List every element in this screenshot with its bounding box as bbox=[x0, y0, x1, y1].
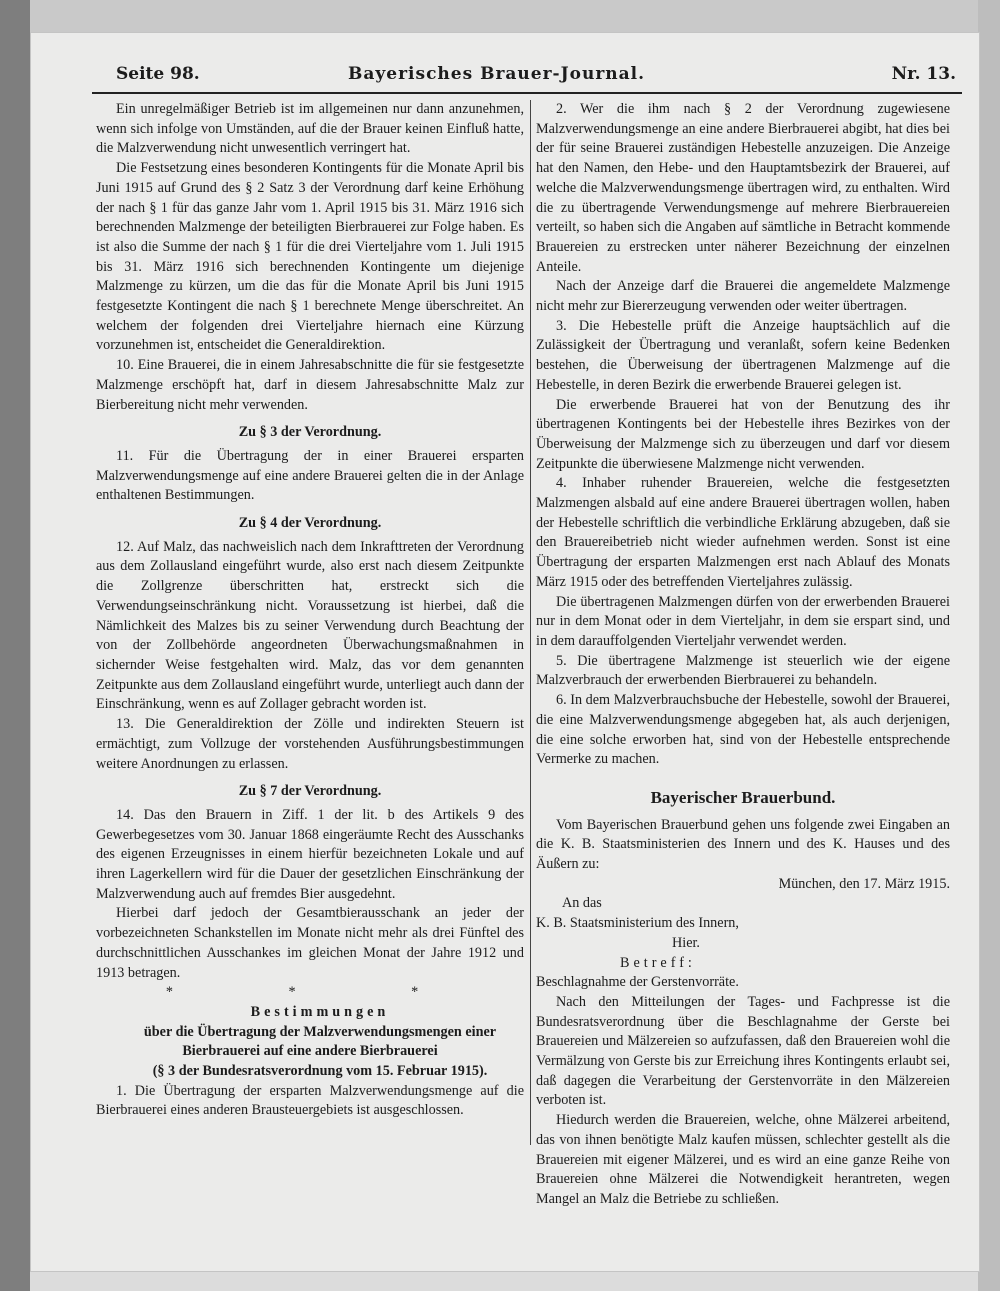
bestimmungen-reference: (§ 3 der Bundesratsverordnung vom 15. Februar 1915). bbox=[152, 1063, 488, 1080]
bestimmungen-title: Bestimmungen bbox=[250, 1003, 390, 1020]
paragraph: Nach den Mitteilungen der Tages- und Fachpresse ist die Bundesratsverordnung über die Beschlagnahme der Gerste bei Brauereien und Mälzereien so aufzufassen, daß den Brauereien wohl die Vermälzung von Gerste bis zur Erreichung ihres Kontingents erlaubt sei, daß dagegen die Verarbeitung der Gerstenvorräte in den Mälzereien verboten ist. bbox=[536, 993, 950, 1109]
scan-border-right bbox=[978, 0, 1000, 1291]
paragraph: 14. Das den Brauern in Ziff. 1 der lit. b des Artikels 9 des Gewerbegesetzes vom 30. Januar 1868 eingeräumte Recht des Ausschanks des eigenen Erzeugnisses in einem hierfür bezeichneten Lokale und auf ihren Lagerkellern wird für die Dauer der gesetzlichen Einschränkung der Malzverwendung auch auf fremdes Bier ausgedehnt. bbox=[96, 806, 524, 902]
journal-title: Bayerisches Brauer-Journal. bbox=[348, 64, 646, 84]
address-line: K. B. Staatsministerium des Innern, bbox=[536, 915, 739, 932]
address-line: Hier. bbox=[672, 934, 700, 951]
paragraph: 6. In dem Malzverbrauchsbuche der Hebestelle, sowohl der Brauerei, die eine Malzverwendungsmenge abgegeben hat, als auch derjenigen, die eine solche erworben hat, sind von der Hebestelle entsprechende Vermerke zu machen. bbox=[536, 692, 950, 768]
bestimmungen-subtitle: über die Übertragung der Malzverwendungsmengen einer Bierbrauerei auf eine andere Bierbrauerei bbox=[143, 1023, 497, 1060]
paragraph: 1. Die Übertragung der ersparten Malzverwendungsmenge auf die Bierbrauerei eines anderen Brausteuergebiets ist ausgeschlossen. bbox=[96, 1082, 524, 1119]
left-column bbox=[96, 100, 524, 1121]
paragraph: 4. Inhaber ruhender Brauereien, welche die festgesetzten Malzmengen alsbald auf eine andere Brauerei übertragen wollen, haben der Hebestelle schriftlich die verbindliche Erklärung abzugeben, daß sie den Brauereibetrieb nicht wieder aufnehmen werden. Sonst ist eine Übertragung der ersparten Malzmengen erst nach Ablauf des Monats März 1915 oder des betreffenden Vierteljahres zulässig. bbox=[536, 475, 950, 590]
subject-text: Beschlagnahme der Gerstenvorräte. bbox=[536, 974, 739, 991]
right-column bbox=[536, 100, 950, 1210]
issue-number: Nr. 13. bbox=[891, 64, 956, 84]
paragraph: Hiedurch werden die Brauereien, welche, ohne Mälzerei arbeitend, das von ihnen benötigte Malz kaufen müssen, schlechter gestellt als die Brauereien mit eigener Mälzerei, und es wird an eine ganze Reihe von Brauereien ohne Mälzerei die Notwendigkeit herantreten, wegen Mangel an Malz die Betriebe zu schließen. bbox=[536, 1112, 950, 1207]
scan-border-top bbox=[0, 0, 1000, 32]
section-heading: Zu § 4 der Verordnung. bbox=[238, 515, 382, 532]
paragraph: Die Festsetzung eines besonderen Kontingents für die Monate April bis Juni 1915 auf Grund des § 2 Satz 3 der Verordnung darf keine Erhöhung der nach § 1 für das ganze Jahr vom 1. April 1915 bis 31. März 1916 sich berechnenden Malzmenge der beteiligten Bierbrauerei zur Folge haben. Es ist also die Summe der nach § 1 für die drei Vierteljahre vom 1. Juli 1915 bis 31. März 1916 sich berechnenden Kontingente um diejenige Malzmenge zu kürzen, um die das für die Monate April bis Juni 1915 festgesetzte Kontingent die nach § 1 berechnete Menge überschreitet. An welchem der folgenden drei Vierteljahre hiernach eine Kürzung vorzunehmen ist, entscheidet die Generaldirektion. bbox=[96, 160, 524, 354]
paragraph: 2. Wer die ihm nach § 2 der Verordnung zugewiesene Malzverwendungsmenge an eine andere Bierbrauerei abgibt, hat dies bei der für seine Brauerei zuständigen Hebestelle anzuzeigen. Die Anzeige hat den Namen, den Hebe- und den Hauptamtsbezirk der Brauerei, auf welche die Malzverwendungsmenge übertragen wird, zu enthalten. Wird die zu übertragende Verwendungsmenge auf mehrere Bierbrauereien verteilt, so haben sich die Angaben auf sämtliche in Betracht kommende Brauereien zu erstrecken unter näherer Bezeichnung der einzelnen Anteile. bbox=[536, 101, 950, 275]
paragraph: Ein unregelmäßiger Betrieb ist im allgemeinen nur dann anzunehmen, wenn sich infolge von Umständen, auf die der Brauer keinen Einfluß hatte, die Malzverwendung nicht unwesentlich verringert hat. bbox=[96, 101, 524, 157]
paragraph: Die erwerbende Brauerei hat von der Benutzung des ihr übertragenen Kontingents bei der Hebestelle ihres Bezirkes von der Überweisung der Malzmenge sich zu überzeugen und darf vor diesem Zeitpunkte die überwiesene Malzmenge nicht verwenden. bbox=[536, 396, 950, 472]
paragraph: 3. Die Hebestelle prüft die Anzeige hauptsächlich auf die Zulässigkeit der Übertragung und veranlaßt, sofern keine Bedenken bestehen, die Überweisung der übertragenen Malzmenge auf die Hebestelle, in deren Bezirk die erwerbende Brauerei gelegen ist. bbox=[536, 317, 950, 393]
paragraph: Vom Bayerischen Brauerbund gehen uns folgende zwei Eingaben an die K. B. Staatsministerien des Innern und des K. Hauses und des Äußern zu: bbox=[536, 816, 950, 873]
article-title: Bayerischer Brauerbund. bbox=[650, 787, 836, 807]
subject-label: Betreff: bbox=[620, 954, 696, 971]
paragraph: Nach der Anzeige darf die Brauerei die angemeldete Malzmenge nicht mehr zur Biererzeugung verwenden oder weiter übertragen. bbox=[536, 278, 950, 315]
separator-stars: * * * bbox=[165, 984, 475, 1001]
section-heading: Zu § 7 der Verordnung. bbox=[238, 783, 382, 800]
paragraph: Die übertragenen Malzmengen dürfen von der erwerbenden Brauerei nur in dem Monat oder in dem Vierteljahr, in dem sie erspart sind, und in dem darauffolgenden Vierteljahr verwendet werden. bbox=[536, 593, 950, 649]
page-header bbox=[92, 64, 962, 88]
paragraph: 13. Die Generaldirektion der Zölle und indirekten Steuern ist ermächtigt, zum Vollzuge der vorstehenden Ausführungsbestimmungen weitere Anordnungen zu erlassen. bbox=[96, 716, 524, 772]
paragraph: 12. Auf Malz, das nachweislich nach dem Inkrafttreten der Verordnung aus dem Zollausland eingeführt wurde, also erst nach diesem Zeitpunkte die Zollgrenze überschritten hat, erstreckt sich die Verwendungseinschränkung nicht. Voraussetzung ist hierbei, daß die Nämlichkeit des Malzes bis zu seiner Verwendung durch Beachtung der von der Zollbehörde angeordneten Überwachungsmaßnahmen in sichernder Weise festgehalten wird. Malz, das vor dem genannten Zeitpunkte aus dem Zollausland eingeführt wurde, unterliegt auch dann der Einschränkung, wenn es auf Zollager gebracht worden ist. bbox=[96, 538, 524, 713]
paragraph: 5. Die übertragene Malzmenge ist steuerlich wie der eigene Malzverbrauch der erwerbenden Bierbrauerei zu behandeln. bbox=[536, 652, 950, 689]
header-rule bbox=[92, 92, 962, 94]
paragraph: Hierbei darf jedoch der Gesamtbierausschank an jeder der vorbezeichneten Schankstellen im Monate nicht mehr als drei Fünftel des durchschnittlichen Ausschankes im gleichen Monat der Jahre 1912 und 1913 betragen. bbox=[96, 905, 524, 981]
paragraph: 10. Eine Brauerei, die in einem Jahresabschnitte die für sie festgesetzte Malzmenge erschöpft hat, darf in diesem Jahresabschnitte Malz zur Bierbereitung nicht mehr verwenden. bbox=[96, 357, 524, 413]
paragraph: 11. Für die Übertragung der in einer Brauerei ersparten Malzverwendungsmenge auf eine andere Brauerei gelten die in der Anlage enthaltenen Bestimmungen. bbox=[96, 447, 524, 504]
letter-date: München, den 17. März 1915. bbox=[778, 875, 950, 892]
scan-border-left bbox=[0, 0, 30, 1291]
section-heading: Zu § 3 der Verordnung. bbox=[238, 424, 382, 441]
page-number: Seite 98. bbox=[116, 64, 200, 84]
address-line: An das bbox=[562, 895, 602, 912]
column-divider bbox=[530, 100, 531, 1145]
